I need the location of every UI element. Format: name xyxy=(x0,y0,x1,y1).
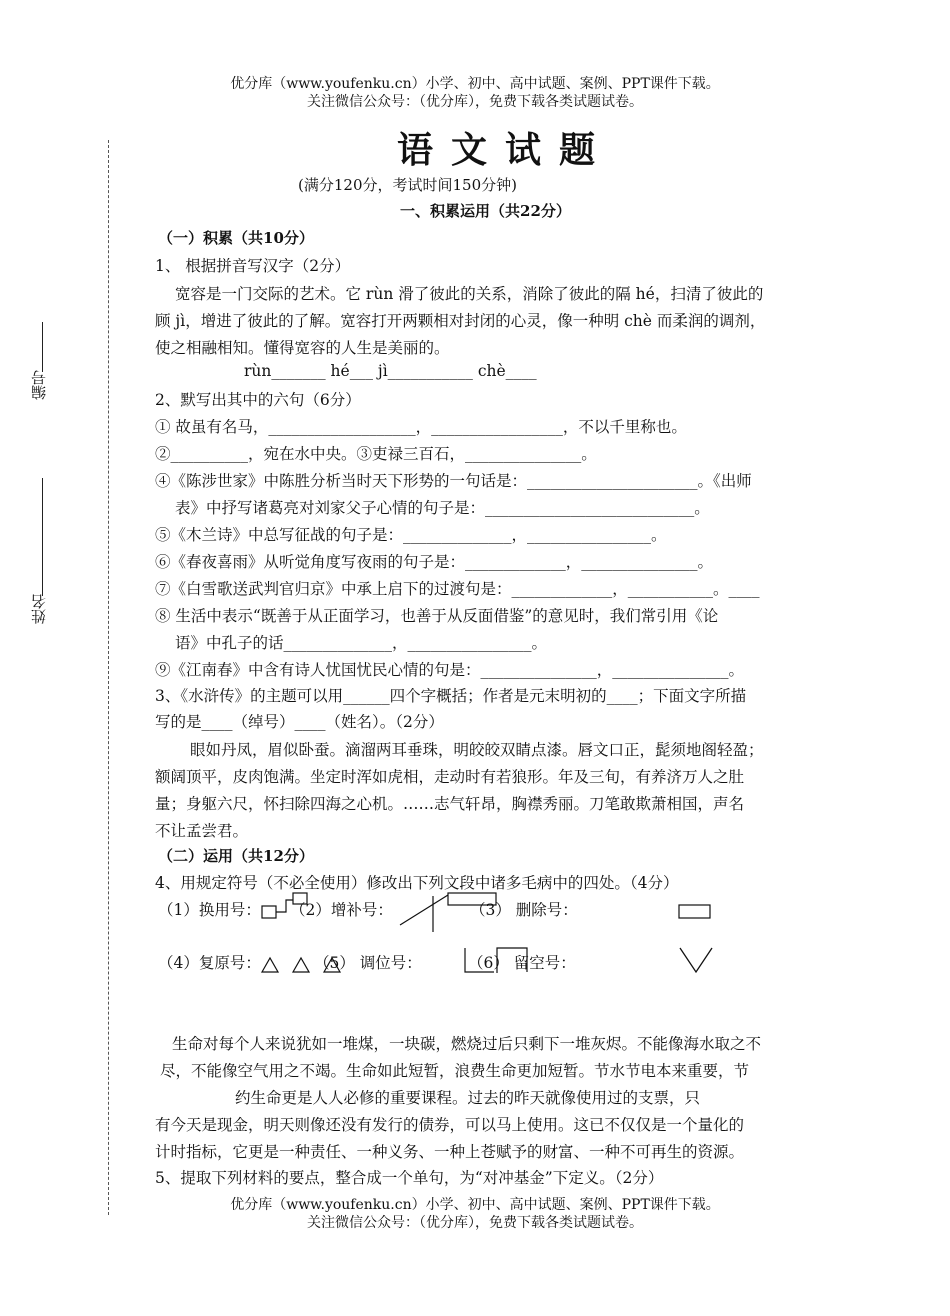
q2-line-10[interactable]: ⑨《江南春》中含有诗人忧国忧民心情的句是：_______________，_______________。 xyxy=(155,661,745,679)
insert-symbol xyxy=(400,893,496,932)
q4-symbol-2-label: （2）增补号： xyxy=(290,898,393,920)
q2-line-7[interactable]: ⑦《白雪歌送武判官归京》中承上启下的过渡句是：_____________，___________。____ xyxy=(155,580,760,598)
q1-answer-blanks[interactable]: rùn_______ hé___ jì___________ chè____ xyxy=(244,362,537,380)
q2-line-1[interactable]: ① 故虽有名马，___________________，_________________，不以千里称也。 xyxy=(155,418,687,436)
q4-symbol-1-label: （1）换用号： xyxy=(158,901,261,919)
q3-line-2[interactable]: 写的是____（绰号）____（姓名）。（2分） xyxy=(155,713,444,731)
xingming-label: 姓名 xyxy=(30,594,48,624)
q4-symbol-5-label: （5） 调位号： xyxy=(314,954,422,972)
q4-passage-1: 生命对每个人来说犹如一堆煤，一块碳，燃烧过后只剩下一堆灰烬。不能像海水取之不 xyxy=(172,1035,762,1053)
section-1-heading: 一、积累运用（共22分） xyxy=(400,202,571,220)
q2-line-6[interactable]: ⑥《春夜喜雨》从听觉角度写夜雨的句子是：_____________，_______________。 xyxy=(155,553,714,571)
footer-line-2: 关注微信公众号：（优分库），免费下载各类试题试卷。 xyxy=(307,1215,643,1231)
restore-symbol xyxy=(262,958,340,972)
q4-passage-4: 有今天是现金，明天则像还没有发行的债券，可以马上使用。这已不仅仅是一个量化的 xyxy=(155,1116,745,1134)
q3-line-1[interactable]: 3、《水浒传》的主题可以用______四个字概括；作者是元末明初的____；下面文字所描 xyxy=(155,687,747,705)
q3-passage-1: 眼如丹凤，眉似卧蚕。滴溜两耳垂珠，明皎皎双睛点漆。唇文口正，髭须地阁轻盈； xyxy=(190,741,764,759)
q4-passage-5: 计时指标，它更是一种责任、一种义务、一种上苍赋予的财富、一种不可再生的资源。 xyxy=(155,1143,745,1161)
swap-symbol xyxy=(262,893,307,918)
q2-line-9[interactable]: 语》中孔子的话______________，________________。 xyxy=(175,634,548,652)
header-line-1: 优分库（www.youfenku.cn）小学、初中、高中试题、案例、PPT课件下载。 xyxy=(230,76,720,92)
transpose-symbol xyxy=(465,948,527,973)
q3-passage-2: 额阔顶平，皮肉饱满。坐定时浑如虎相，走动时有若狼形。年及三旬，有养济万人之肚 xyxy=(155,768,745,786)
delete-symbol xyxy=(679,905,710,918)
part-2-heading: （二）运用（共12分） xyxy=(158,847,314,865)
q4-passage-2: 尽，不能像空气用之不竭。生命如此短暂，浪费生命更加短暂。节水节电本来重要，节 xyxy=(160,1062,750,1080)
bianhao-label: 编号 xyxy=(30,370,48,400)
q2-line-3[interactable]: ④《陈涉世家》中陈胜分析当时天下形势的一句话是：______________________。《出师 xyxy=(155,472,752,490)
q4-symbol-6-label: （6） 留空号： xyxy=(468,954,576,972)
space-symbol xyxy=(680,948,712,972)
q1-passage-3: 使之相融相知。懂得宽容的人生是美丽的。 xyxy=(155,339,450,357)
q4-symbol-4-label: （4）复原号： xyxy=(158,954,261,972)
q3-passage-3: 量；身躯六尺，怀扫除四海之心机。……志气轩昂，胸襟秀丽。刀笔敢欺萧相国，声名 xyxy=(155,795,745,813)
q5-heading: 5、提取下列材料的要点，整合成一个单句，为“对冲基金”下定义。（2分） xyxy=(155,1169,664,1187)
q4-heading: 4、用规定符号（不必全使用）修改出下列文段中诸多毛病中的四处。（4分） xyxy=(155,874,679,892)
q4-passage-3: 约生命更是人人必修的重要课程。过去的昨天就像使用过的支票，只 xyxy=(235,1089,701,1107)
q2-line-8: ⑧ 生活中表示“既善于从正面学习，也善于从反面借鉴”的意见时，我们常引用《论 xyxy=(155,607,719,625)
page-title: 语文试题 xyxy=(396,129,613,171)
q2-line-4[interactable]: 表》中抒写诸葛亮对刘家父子心情的句子是：___________________________。 xyxy=(175,499,710,517)
part-1-heading: （一）积累（共10分） xyxy=(158,229,314,247)
q2-line-2[interactable]: ②__________，宛在水中央。③吏禄三百石，_______________。 xyxy=(155,445,597,463)
header-line-2: 关注微信公众号：（优分库），免费下载各类试题试卷。 xyxy=(307,94,643,110)
q1-heading: 1、 根据拼音写汉字（2分） xyxy=(155,257,351,275)
footer-line-1: 优分库（www.youfenku.cn）小学、初中、高中试题、案例、PPT课件下载。 xyxy=(230,1197,720,1213)
q3-passage-4: 不让孟尝君。 xyxy=(155,822,249,840)
subtitle: (满分120分，考试时间150分钟) xyxy=(298,176,517,194)
q4-symbol-3-label: （3） 删除号： xyxy=(470,901,578,919)
q2-heading: 2、默写出其中的六句（6分） xyxy=(155,391,361,409)
q1-passage-2: 顾 jì，增进了彼此的了解。宽容打开两颗相对封闭的心灵，像一种明 chè 而柔润的调剂， xyxy=(155,312,766,330)
q1-passage-1: 宽容是一门交际的艺术。它 rùn 滑了彼此的关系，消除了彼此的隔 hé，扫清了彼此的 xyxy=(175,285,764,303)
q2-line-5[interactable]: ⑤《木兰诗》中总写征战的句子是：______________，________________。 xyxy=(155,526,667,544)
